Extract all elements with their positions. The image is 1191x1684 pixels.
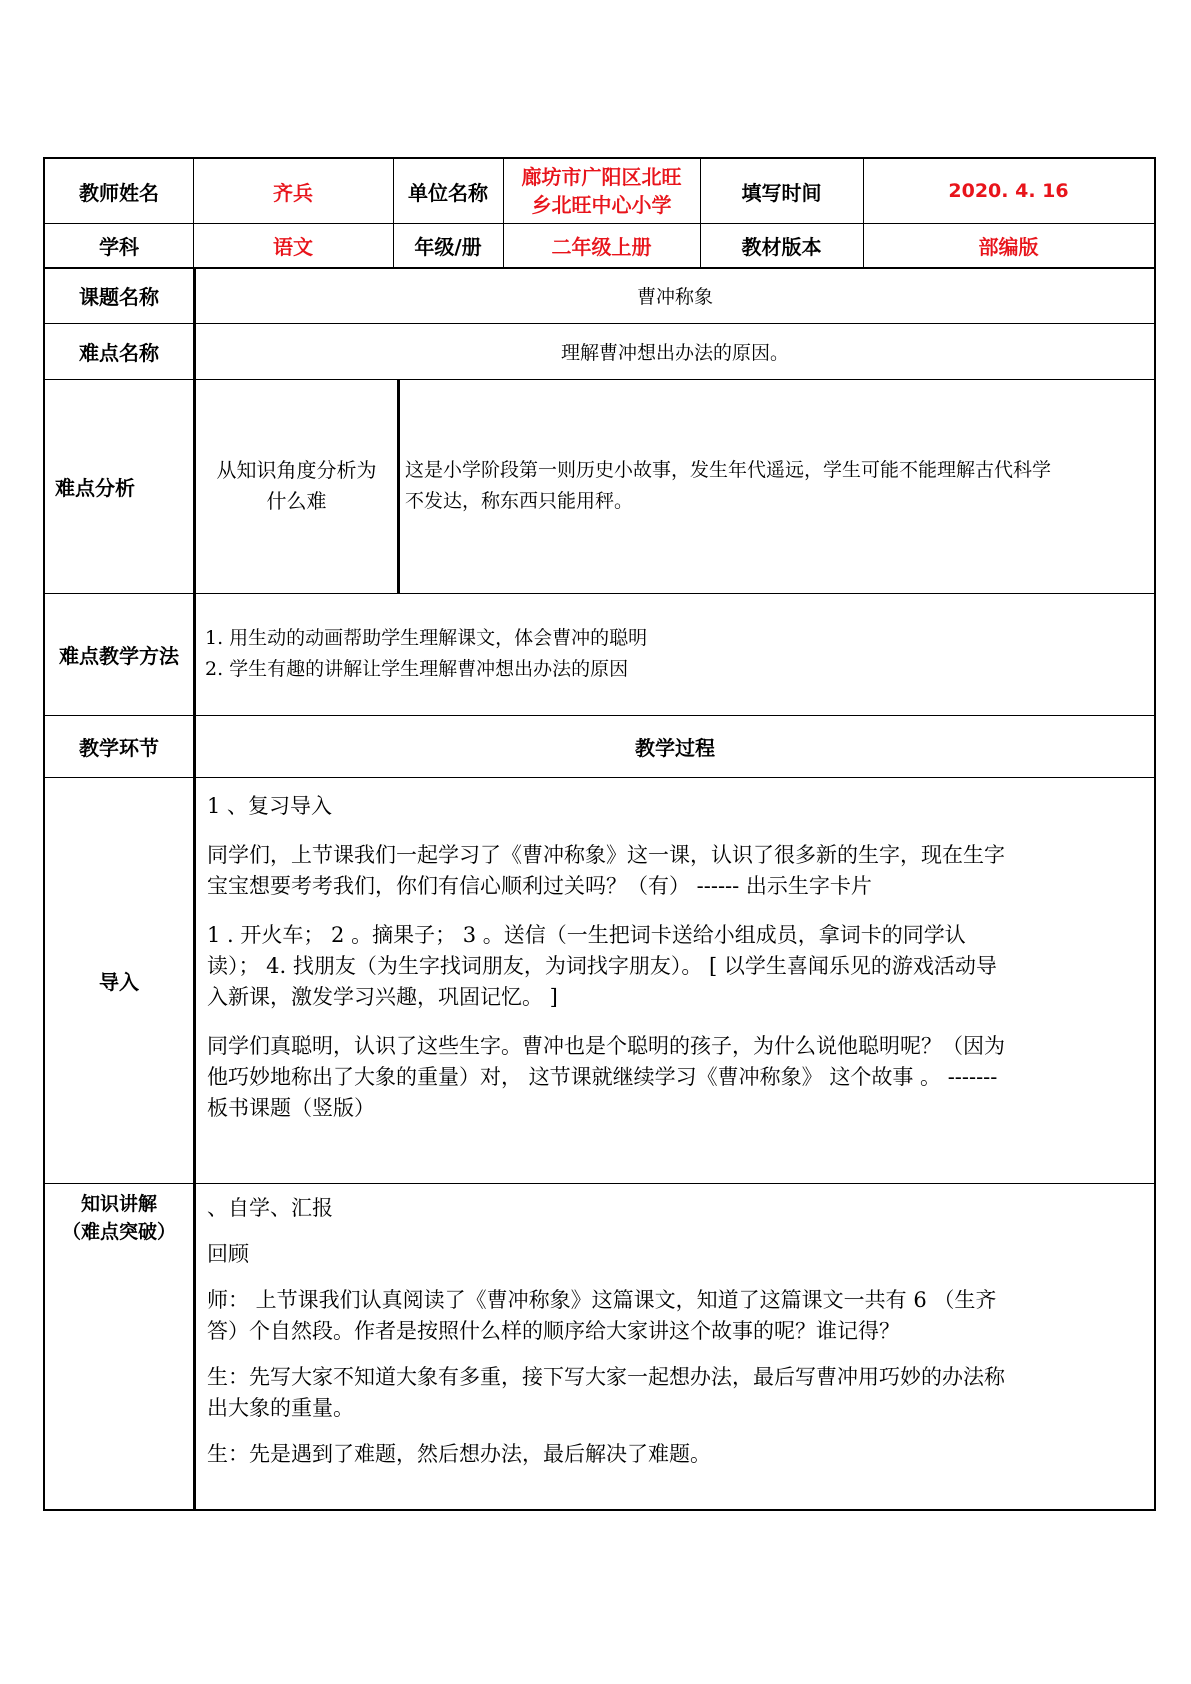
teacher-name-label: 教师姓名 [79,180,159,205]
method-text [205,593,1150,715]
topic-label: 课题名称 [79,284,159,309]
knowledge-paragraph: 生：先是遇到了难题，然后想办法，最后解决了难题。 [207,1442,711,1466]
lesson-plan-table [43,157,1156,1511]
analysis-text-line: 这是小学阶段第一则历史小故事，发生年代遥远，学生可能不能理解古代科学 [405,459,1052,481]
unit-name-line: 廊坊市广阳区北旺 [521,165,682,189]
knowledge-paragraph: 、自学、汇报 [207,1196,333,1220]
analysis-text-line: 不发达，称东西只能用秤。 [405,490,634,512]
row-divider [45,777,1154,778]
knowledge-label [45,1183,193,1253]
intro-paragraph-line: 同学们，上节课我们一起学习了《曹冲称象》这一课，认识了很多新的生字，现在生字 [207,843,1005,867]
intro-paragraph-line: 1 . 开火车； 2 。摘果子； 3 。送信（一生把词卡送给小组成员，拿词卡的同学认 [207,923,966,947]
analysis-sub-label-line: 什么难 [266,489,327,513]
analysis-label: 难点分析 [55,475,135,500]
knowledge-paragraph-line: 师： 上节课我们认真阅读了《曹冲称象》这篇课文，知道了这篇课文一共有 6 （生齐 [207,1288,997,1312]
method-line: 1. 用生动的动画帮助学生理解课文，体会曹冲的聪明 [205,627,648,649]
difficulty-value: 理解曹冲想出办法的原因。 [560,341,789,364]
difficulty-label: 难点名称 [79,340,159,365]
intro-paragraph-line: 宝宝想要考考我们，你们有信心顺利过关吗？（有） ------ 出示生字卡片 [207,874,872,898]
knowledge-paragraph-line: 生：先写大家不知道大象有多重，接下写大家一起想办法，最后写曹冲用巧妙的办法称 [207,1365,1005,1389]
intro-paragraph-line: 板书课题（竖版） [207,1096,375,1120]
method-line: 2. 学生有趣的讲解让学生理解曹冲想出办法的原因 [205,658,629,680]
knowledge-paragraph-line: 出大象的重量。 [207,1396,354,1420]
analysis-sub-label-line: 从知识角度分析为 [216,458,377,482]
analysis-sub-label [196,379,397,593]
row-divider [45,1183,1154,1184]
intro-paragraph-line: 入新课，激发学习兴趣，巩固记忆。 ] [207,985,558,1009]
intro-paragraph-line: 他巧妙地称出了大象的重量）对， 这节课就继续学习《曹冲称象》 这个故事 。 ------- [207,1065,998,1089]
teacher-name-value: 齐兵 [273,180,313,205]
intro-paragraph-line: 读）； 4. 找朋友（为生字找词朋友，为词找字朋友）。 [ 以学生喜闻乐见的游戏活动导 [207,954,997,978]
analysis-inner-divider [397,379,400,593]
edition-value: 部编版 [978,234,1039,259]
subject-value: 语文 [273,234,313,259]
topic-value: 曹冲称象 [636,285,713,308]
knowledge-label-line: （难点突破） [61,1221,176,1243]
fill-time-label: 填写时间 [741,180,822,205]
knowledge-paragraph: 回顾 [207,1242,249,1266]
grade-value: 二年级上册 [551,234,652,259]
process-header: 教学过程 [635,735,715,760]
fill-time-value: 2020. 4. 16 [948,180,1069,202]
intro-content [207,791,1128,1124]
edition-label: 教材版本 [741,234,822,259]
grade-label: 年级/册 [414,234,482,259]
intro-paragraph-line: 同学们真聪明，认识了这些生字。曹冲也是个聪明的孩子，为什么说他聪明呢？（因为 [207,1034,1005,1058]
method-label: 难点教学方法 [59,643,179,668]
subject-label: 学科 [99,234,139,259]
knowledge-paragraph-line: 答）个自然段。作者是按照什么样的顺序给大家讲这个故事的呢？谁记得？ [207,1319,900,1343]
unit-name-value [503,159,700,223]
knowledge-content [207,1193,1128,1470]
unit-name-line: 乡北旺中心小学 [531,193,672,217]
analysis-text [405,379,1150,593]
intro-paragraph: 1 、复习导入 [207,794,333,818]
stage-header: 教学环节 [79,735,159,760]
intro-label: 导入 [99,969,139,994]
knowledge-label-line: 知识讲解 [80,1193,157,1215]
unit-name-label: 单位名称 [408,180,488,205]
